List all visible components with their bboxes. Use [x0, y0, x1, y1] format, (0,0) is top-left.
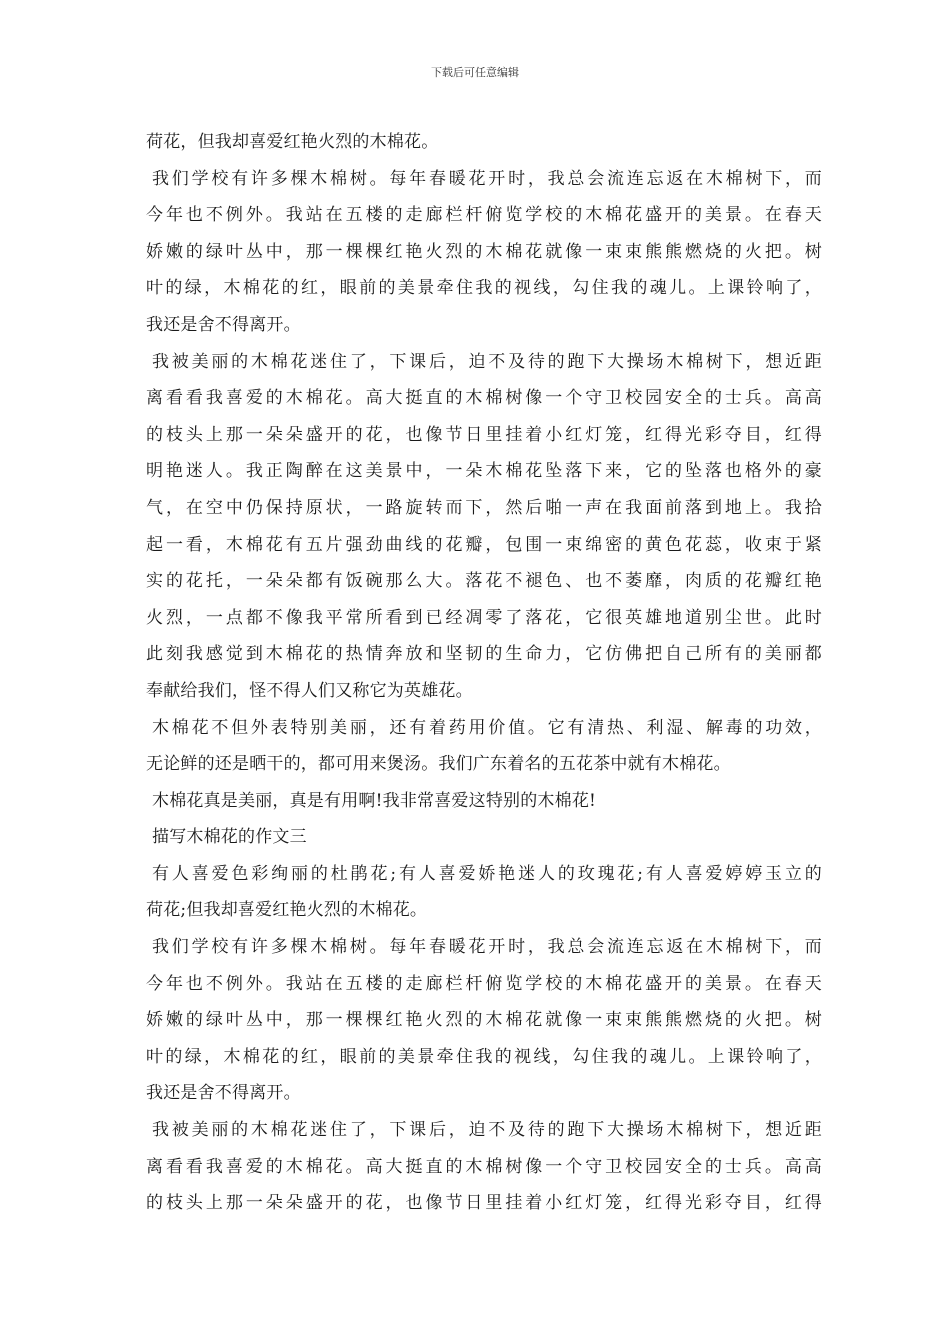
- text-line: 火烈，一点都不像我平常所看到已经凋零了落花，它很英雄地道别尘世。此时: [146, 607, 822, 628]
- text-line: 木棉花不但外表特别美丽，还有着药用价值。它有清热、利湿、解毒的功效，: [152, 717, 822, 738]
- text-line: 此刻我感觉到木棉花的热情奔放和坚韧的生命力，它仿佛把自己所有的美丽都: [146, 644, 822, 665]
- text-line: 的枝头上那一朵朵盛开的花，也像节日里挂着小红灯笼，红得光彩夺目，红得: [146, 424, 822, 445]
- text-line: 我被美丽的木棉花迷住了，下课后，迫不及待的跑下大操场木棉树下，想近距: [152, 1120, 822, 1141]
- text-line: 我还是舍不得离开。: [146, 1083, 301, 1104]
- page-header: 下载后可任意编辑: [431, 66, 519, 79]
- text-line: 实的花托，一朵朵都有饭碗那么大。落花不褪色、也不萎靡，肉质的花瓣红艳: [146, 571, 822, 592]
- text-line: 我们学校有许多棵木棉树。每年春暖花开时，我总会流连忘返在木棉树下，而: [152, 168, 822, 189]
- text-line: 娇嫩的绿叶丛中，那一棵棵红艳火烈的木棉花就像一束束熊熊燃烧的火把。树: [146, 1010, 822, 1031]
- text-line: 明艳迷人。我正陶醉在这美景中，一朵木棉花坠落下来，它的坠落也格外的豪: [146, 461, 822, 482]
- text-line: 奉献给我们，怪不得人们又称它为英雄花。: [146, 680, 473, 701]
- text-line: 荷花;但我却喜爱红艳火烈的木棉花。: [146, 900, 428, 921]
- text-line: 今年也不例外。我站在五楼的走廊栏杆俯览学校的木棉花盛开的美景。在春天: [146, 205, 822, 226]
- text-line: 叶的绿，木棉花的红，眼前的美景牵住我的视线，勾住我的魂儿。上课铃响了，: [146, 1046, 822, 1067]
- text-line: 有人喜爱色彩绚丽的杜鹃花;有人喜爱娇艳迷人的玫瑰花;有人喜爱婷婷玉立的: [152, 863, 822, 884]
- text-line: 离看看我喜爱的木棉花。高大挺直的木棉树像一个守卫校园安全的士兵。高高: [146, 1156, 822, 1177]
- text-line: 娇嫩的绿叶丛中，那一棵棵红艳火烈的木棉花就像一束束熊熊燃烧的火把。树: [146, 241, 822, 262]
- text-line: 无论鲜的还是晒干的，都可用来煲汤。我们广东着名的五花茶中就有木棉花。: [146, 754, 731, 775]
- text-line: 我们学校有许多棵木棉树。每年春暖花开时，我总会流连忘返在木棉树下，而: [152, 937, 822, 958]
- text-line: 的枝头上那一朵朵盛开的花，也像节日里挂着小红灯笼，红得光彩夺目，红得: [146, 1193, 822, 1214]
- text-line: 起一看，木棉花有五片强劲曲线的花瓣，包围一束绵密的黄色花蕊，收束于紧: [146, 534, 822, 555]
- text-line: 木棉花真是美丽，真是有用啊!我非常喜爱这特别的木棉花!: [152, 790, 597, 811]
- document-body: [146, 124, 822, 1222]
- text-line: 今年也不例外。我站在五楼的走廊栏杆俯览学校的木棉花盛开的美景。在春天: [146, 973, 822, 994]
- text-line: 叶的绿，木棉花的红，眼前的美景牵住我的视线，勾住我的魂儿。上课铃响了，: [146, 278, 822, 299]
- text-line: 气，在空中仍保持原状，一路旋转而下，然后啪一声在我面前落到地上。我拾: [146, 497, 822, 518]
- text-line: 描写木棉花的作文三: [152, 827, 307, 848]
- text-line: 我被美丽的木棉花迷住了，下课后，迫不及待的跑下大操场木棉树下，想近距: [152, 351, 822, 372]
- text-line: 荷花，但我却喜爱红艳火烈的木棉花。: [146, 132, 439, 152]
- text-line: 我还是舍不得离开。: [146, 314, 301, 335]
- text-line: 离看看我喜爱的木棉花。高大挺直的木棉树像一个守卫校园安全的士兵。高高: [146, 388, 822, 409]
